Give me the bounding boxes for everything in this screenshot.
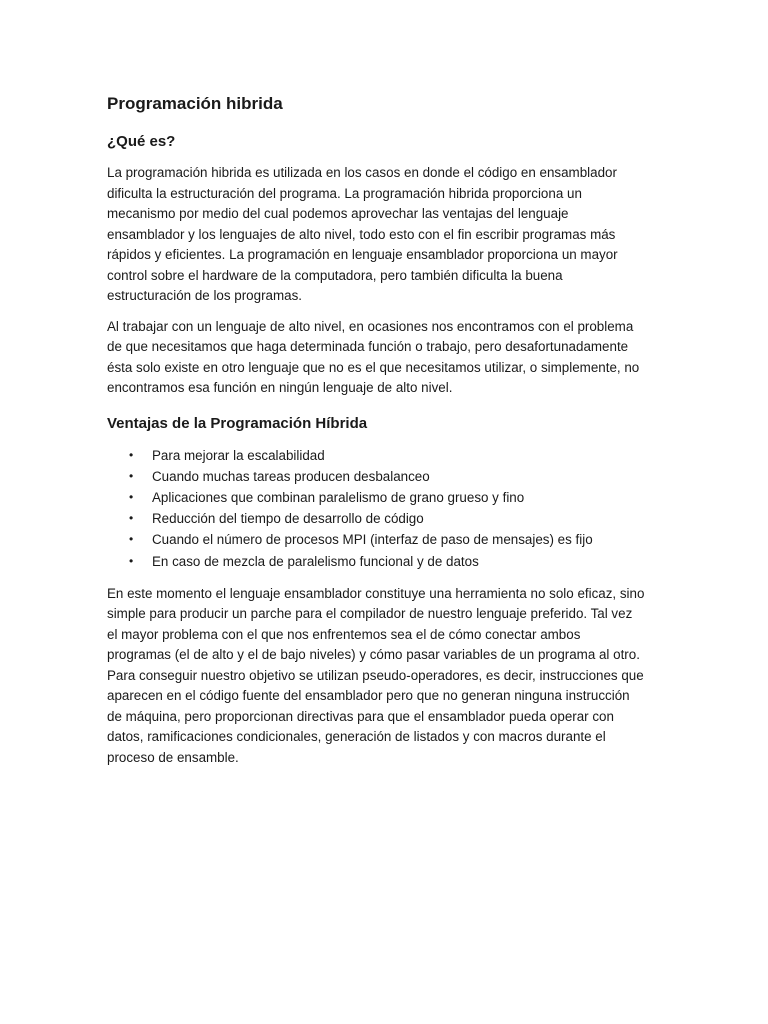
list-item: [107, 508, 667, 529]
bullet-icon: •: [129, 553, 134, 568]
list-item-text: Reducción del tiempo de desarrollo de código: [152, 511, 424, 527]
document-title: Programación hibrida: [107, 94, 283, 113]
document-page: [107, 92, 667, 778]
list-item: [107, 466, 667, 487]
list-item: [107, 551, 667, 572]
paragraph: Al trabajar con un lenguaje de alto nivel, en ocasiones nos encontramos con el problema de que necesitamos que haga determinada función o trabajo, pero desafortunadamente ésta solo existe en otro lenguaje que no es el que necesitamos utilizar, o simplemente, no encontramos esa función en ningún lenguaje de alto nivel.: [107, 318, 640, 395]
bullet-icon: •: [129, 447, 134, 462]
list-item: [107, 487, 667, 508]
paragraph: En este momento el lenguaje ensamblador constituye una herramienta no solo eficaz, sino simple para producir un parche para el compilador de nuestro lenguaje preferido. Tal vez el mayor problema con el que nos enfrentemos sea el de cómo conectar ambos programas (el de alto y el de bajo niveles) y cómo pasar variables de un programa al otro. Para conseguir nuestro objetivo se utilizan pseudo-operadores, es decir, instrucciones que aparecen en el código fuente del ensamblador pero que no generan ninguna instrucción de máquina, pero proporcionan directivas para que el ensamblador pueda operar con datos, ramificaciones condicionales, generación de listados y con macros durante el proceso de ensamble.: [107, 585, 645, 765]
list-item: [107, 445, 667, 466]
list-item-text: Para mejorar la escalabilidad: [152, 447, 325, 463]
list-item-text: Cuando muchas tareas producen desbalanceo: [152, 468, 430, 484]
section-heading-what-is: ¿Qué es?: [107, 133, 176, 150]
list-item-text: Cuando el número de procesos MPI (interfaz de paso de mensajes) es fijo: [152, 532, 593, 548]
list-item-text: En caso de mezcla de paralelismo funcional y de datos: [152, 553, 479, 569]
list-item: [107, 529, 667, 550]
advantages-list: [107, 445, 667, 572]
list-item-text: Aplicaciones que combinan paralelismo de grano grueso y fino: [152, 489, 525, 505]
paragraph: La programación hibrida es utilizada en los casos en donde el código en ensamblador dificulta la estructuración del programa. La programación hibrida proporciona un mecanismo por medio del cual podemos aprovechar las ventajas del lenguaje ensamblador y los lenguajes de alto nivel, todo esto con el fin escribir programas más rápidos y eficientes. La programación en lenguaje ensamblador proporciona un mayor control sobre el hardware de la computadora, pero también dificulta la buena estructuración de los programas.: [107, 165, 618, 303]
bullet-icon: •: [129, 532, 134, 547]
bullet-icon: •: [129, 489, 134, 504]
section-heading-advantages: Ventajas de la Programación Híbrida: [107, 414, 368, 432]
bullet-icon: •: [129, 511, 134, 526]
bullet-icon: •: [129, 468, 134, 483]
